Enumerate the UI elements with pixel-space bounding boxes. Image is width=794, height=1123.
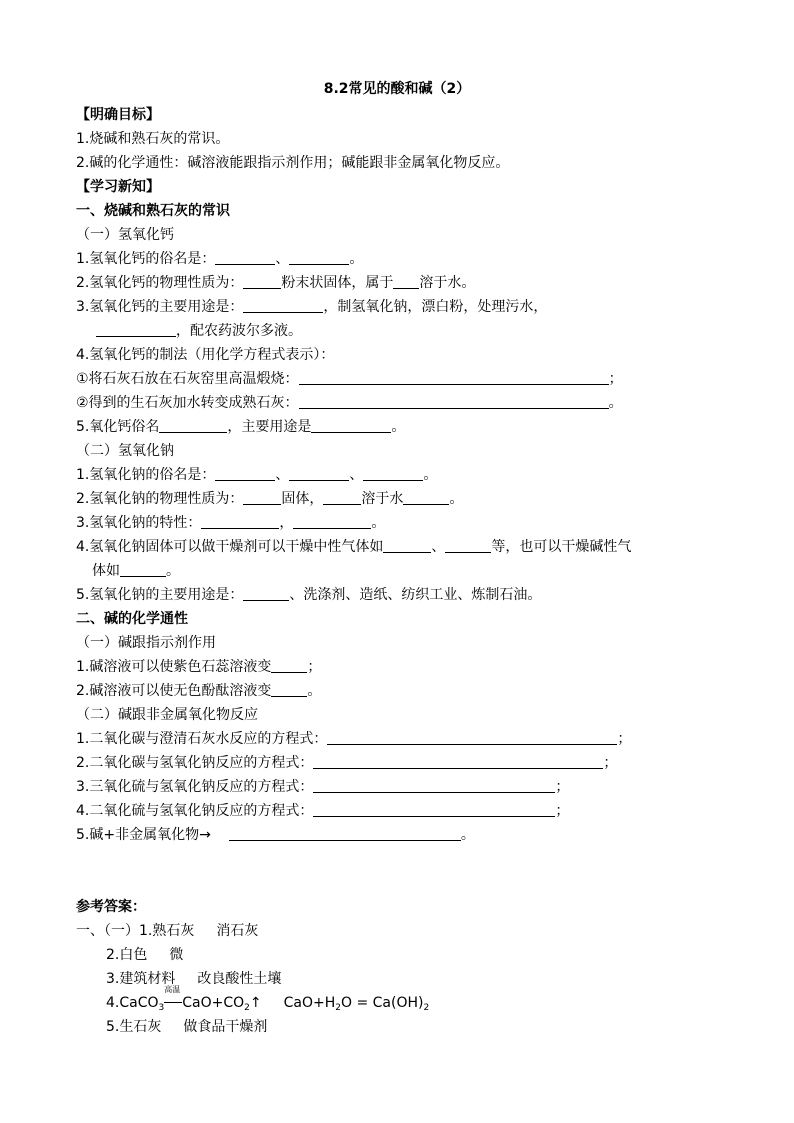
question-2-4-cont: 体如 。 xyxy=(92,563,180,579)
blank[interactable] xyxy=(243,586,289,601)
blank[interactable] xyxy=(313,778,555,793)
answer-1: 一、（一）1.熟石灰 消石灰 xyxy=(76,923,259,939)
question-1-2: 2.氢氧化钙的物理性质为： 粉末状固体，属于 溶于水。 xyxy=(76,275,476,291)
question-4-5: 5.碱+非金属氧化物→ 。 xyxy=(76,827,475,843)
question-3-1: 1.碱溶液可以使紫色石蕊溶液变 ； xyxy=(76,659,322,675)
blank[interactable] xyxy=(96,322,176,337)
blank[interactable] xyxy=(299,394,609,409)
part2-sub1: （一）碱跟指示剂作用 xyxy=(76,635,216,651)
blank[interactable] xyxy=(243,298,323,313)
blank[interactable] xyxy=(201,514,279,529)
question-1-5: 5.氧化钙俗名 ，主要用途是 。 xyxy=(76,419,406,435)
reaction-condition: 高温 xyxy=(164,985,181,994)
question-3-2: 2.碱溶液可以使无色酚酞溶液变 。 xyxy=(76,683,322,699)
goal-item-2: 2.碱的化学通性：碱溶液能跟指示剂作用；碱能跟非金属氧化物反应。 xyxy=(76,155,510,171)
question-4-4: 4.二氧化硫与氢氧化钠反应的方程式： ； xyxy=(76,803,570,819)
question-1-3: 3.氢氧化钙的主要用途是： ，制氢氧化钠，漂白粉，处理污水， xyxy=(76,299,548,315)
answers-heading: 参考答案： xyxy=(76,899,146,915)
blank[interactable] xyxy=(215,466,275,481)
blank[interactable] xyxy=(363,466,423,481)
blank[interactable] xyxy=(393,274,419,289)
question-4-3: 3.三氧化硫与氢氧化钠反应的方程式： ； xyxy=(76,779,570,795)
blank[interactable] xyxy=(159,418,227,433)
question-4-2: 2.二氧化碳与氢氧化钠反应的方程式： ； xyxy=(76,755,618,771)
answer-3: 3.建筑材料 改良酸性土壤 xyxy=(106,971,282,987)
question-2-4: 4.氢氧化钠固体可以做干燥剂可以干燥中性气体如 、 等，也可以干燥碱性气 xyxy=(76,539,632,555)
blank[interactable] xyxy=(327,730,617,745)
blank[interactable] xyxy=(299,370,609,385)
blank[interactable] xyxy=(243,274,281,289)
goal-heading: 【明确目标】 xyxy=(76,107,160,123)
question-1-3-cont: ，配农药波尔多液。 xyxy=(96,322,302,340)
blank[interactable] xyxy=(289,466,349,481)
question-1-4b: ②得到的生石灰加水转变成熟石灰： 。 xyxy=(76,395,623,411)
question-4-1: 1.二氧化碳与澄清石灰水反应的方程式： ； xyxy=(76,731,632,747)
blank[interactable] xyxy=(293,514,371,529)
blank[interactable] xyxy=(289,250,349,265)
blank[interactable] xyxy=(323,490,361,505)
part1-sub2: （二）氢氧化钠 xyxy=(76,443,174,459)
part1-heading: 一、烧碱和熟石灰的常识 xyxy=(76,203,230,219)
part2-heading: 二、碱的化学通性 xyxy=(76,611,188,627)
question-1-4: 4.氢氧化钙的制法（用化学方程式表示）： xyxy=(76,347,335,363)
learn-heading: 【学习新知】 xyxy=(76,179,160,195)
question-1-1: 1.氢氧化钙的俗名是： 、 。 xyxy=(76,251,364,267)
question-2-1: 1.氢氧化钠的俗名是： 、 、 。 xyxy=(76,467,438,483)
part2-sub2: （二）碱跟非金属氧化物反应 xyxy=(76,707,258,723)
blank[interactable] xyxy=(313,802,555,817)
blank[interactable] xyxy=(229,826,461,841)
blank[interactable] xyxy=(403,490,449,505)
blank[interactable] xyxy=(383,538,431,553)
blank[interactable] xyxy=(215,250,275,265)
part1-sub1: （一）氢氧化钙 xyxy=(76,227,174,243)
blank[interactable] xyxy=(120,562,166,577)
blank[interactable] xyxy=(271,682,307,697)
question-2-2: 2.氢氧化钠的物理性质为： 固体， 溶于水 。 xyxy=(76,491,464,507)
blank[interactable] xyxy=(243,490,281,505)
answer-2: 2.白色 微 xyxy=(106,947,184,963)
answer-4: 4.CaCO$_3$ 高温 $CaO+CO_2↑$ $CaO+H_2O = Ca(OH)_2$ xyxy=(106,985,430,1013)
blank[interactable] xyxy=(445,538,491,553)
blank[interactable] xyxy=(271,658,307,673)
page-title: 8.2常见的酸和碱（2） xyxy=(323,81,471,97)
blank[interactable] xyxy=(313,754,603,769)
question-2-3: 3.氢氧化钠的特性： ， 。 xyxy=(76,515,386,531)
goal-item-1: 1.烧碱和熟石灰的常识。 xyxy=(76,131,230,147)
blank[interactable] xyxy=(311,418,391,433)
question-2-5: 5.氢氧化钠的主要用途是： 、洗涤剂、造纸、纺织工业、炼制石油。 xyxy=(76,587,542,603)
answer-5: 5.生石灰 做食品干燥剂 xyxy=(106,1019,268,1035)
question-1-4a: ①将石灰石放在石灰窑里高温煅烧： ； xyxy=(76,371,623,387)
